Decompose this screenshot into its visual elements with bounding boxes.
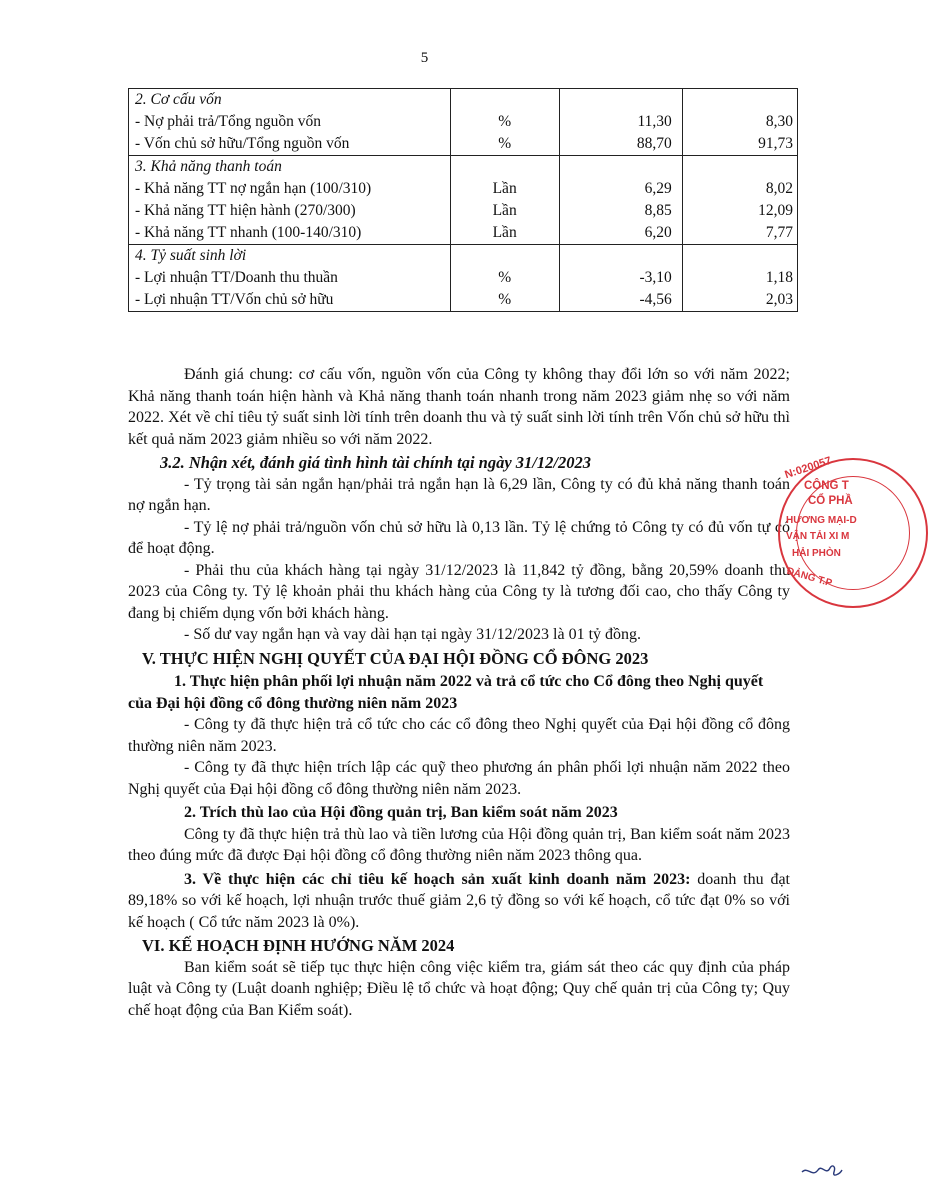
handwritten-signature bbox=[800, 1158, 844, 1184]
table-row bbox=[129, 267, 798, 289]
value-2022-cell: 11,30 bbox=[559, 111, 682, 133]
value-2023-cell: 1,18 bbox=[682, 267, 797, 289]
value-2023-cell: 7,77 bbox=[682, 222, 797, 245]
value-2023-cell: 91,73 bbox=[682, 133, 797, 156]
table-group-title-row bbox=[129, 156, 798, 179]
page-number: 5 bbox=[420, 50, 429, 66]
row-label-cell: - Lợi nhuận TT/Doanh thu thuần bbox=[129, 267, 451, 289]
section-vi-heading: VI. KẾ HOẠCH ĐỊNH HƯỚNG NĂM 2024 bbox=[142, 936, 455, 955]
value-2022-cell: -3,10 bbox=[559, 267, 682, 289]
paragraph-3-2-b: - Tỷ lệ nợ phải trả/nguồn vốn chủ sở hữu là 0,13 lần. Tỷ lệ chứng tỏ Công ty có đủ vốn tự có để hoạt động. bbox=[128, 518, 790, 557]
seal-bottom-text: ĐẢNG T.P bbox=[785, 565, 834, 590]
section-v-1-heading: 1. Thực hiện phân phối lợi nhuận năm 2022 và trả cổ tức cho Cổ đông theo Nghị quyết của Đại hội đồng cổ đông thường niên năm 2023 bbox=[128, 673, 764, 712]
value-2022-cell bbox=[559, 89, 682, 112]
value-2023-cell: 8,02 bbox=[682, 178, 797, 200]
unit-cell: % bbox=[450, 267, 559, 289]
value-2023-cell: 2,03 bbox=[682, 289, 797, 312]
section-v-heading: V. THỰC HIỆN NGHỊ QUYẾT CỦA ĐẠI HỘI ĐỒNG CỔ ĐÔNG 2023 bbox=[142, 648, 649, 668]
row-label-cell: - Khả năng TT nợ ngắn hạn (100/310) bbox=[129, 178, 451, 200]
seal-line-2: CỔ PHẦ bbox=[808, 495, 853, 507]
value-2022-cell: 8,85 bbox=[559, 200, 682, 222]
section-v-2-heading: 2. Trích thù lao của Hội đồng quản trị, Ban kiểm soát năm 2023 bbox=[184, 804, 618, 821]
table-row bbox=[129, 222, 798, 245]
unit-cell bbox=[450, 89, 559, 112]
table-row bbox=[129, 111, 798, 133]
table-row bbox=[129, 178, 798, 200]
paragraph-v-1-b: - Công ty đã thực hiện trích lập các quỹ theo phương án phân phối lợi nhuận năm 2022 theo Nghị quyết của Đại hội đồng cổ đông thường niên năm 2023. bbox=[128, 759, 790, 798]
group-title-cell: 4. Tỷ suất sinh lời bbox=[129, 245, 451, 268]
seal-line-3: HƯƠNG MẠI-D bbox=[786, 515, 857, 526]
row-label-cell: - Vốn chủ sở hữu/Tổng nguồn vốn bbox=[129, 133, 451, 156]
unit-cell: % bbox=[450, 289, 559, 312]
paragraph-v-3 bbox=[128, 869, 790, 934]
value-2022-cell bbox=[559, 156, 682, 179]
row-label-cell: - Khả năng TT nhanh (100-140/310) bbox=[129, 222, 451, 245]
value-2023-cell bbox=[682, 245, 797, 268]
paragraph-3-2-d: - Số dư vay ngắn hạn và vay dài hạn tại ngày 31/12/2023 là 01 tỷ đồng. bbox=[184, 626, 642, 643]
table-row bbox=[129, 200, 798, 222]
unit-cell: Lần bbox=[450, 200, 559, 222]
value-2022-cell: 6,20 bbox=[559, 222, 682, 245]
paragraph-v-1-a: - Công ty đã thực hiện trả cổ tức cho các cổ đông theo Nghị quyết của Đại hội đồng cổ đông thường niên năm 2023. bbox=[128, 716, 790, 755]
unit-cell: Lần bbox=[450, 178, 559, 200]
unit-cell: % bbox=[450, 111, 559, 133]
unit-cell bbox=[450, 156, 559, 179]
seal-line-4: VẬN TẢI XI M bbox=[786, 531, 850, 542]
table-group-title-row bbox=[129, 89, 798, 112]
paragraph-3-2-a: - Tỷ trọng tài sản ngắn hạn/phải trả ngắn hạn là 6,29 lần, Công ty có đủ khả năng thanh toán nợ ngắn hạn. bbox=[128, 475, 790, 514]
company-seal-stamp bbox=[778, 454, 928, 608]
row-label-cell: - Khả năng TT hiện hành (270/300) bbox=[129, 200, 451, 222]
value-2022-cell: 6,29 bbox=[559, 178, 682, 200]
table-row bbox=[129, 133, 798, 156]
unit-cell: % bbox=[450, 133, 559, 156]
section-v-3-heading: 3. Về thực hiện các chỉ tiêu kế hoạch sản xuất kinh doanh năm 2023: bbox=[184, 870, 691, 888]
value-2023-cell bbox=[682, 89, 797, 112]
value-2023-cell: 8,30 bbox=[682, 111, 797, 133]
seal-line-1: CÔNG T bbox=[804, 480, 849, 492]
group-title-cell: 3. Khả năng thanh toán bbox=[129, 156, 451, 179]
value-2022-cell bbox=[559, 245, 682, 268]
row-label-cell: - Lợi nhuận TT/Vốn chủ sở hữu bbox=[129, 289, 451, 312]
paragraph-3-2-c: - Phải thu của khách hàng tại ngày 31/12/2023 là 11,842 tỷ đồng, bằng 20,59% doanh thu 2023 của Công ty. Tỷ lệ khoản phải thu khách hàng của Công ty là tương đối cao, cho thấy Công ty đang bị chiếm dụng vốn bởi khách hàng. bbox=[128, 561, 790, 622]
section-v-3-text: doanh thu đạt 89,18% so với kế hoạch, lợi nhuận trước thuế giảm 2,6 tỷ đồng so với kế hoạch, cổ tức đạt 0% so với kế hoạch ( Cổ tức năm 2023 là 0%). bbox=[128, 870, 791, 931]
financial-ratio-table bbox=[128, 88, 798, 312]
group-title-cell: 2. Cơ cấu vốn bbox=[129, 89, 451, 112]
value-2023-cell: 12,09 bbox=[682, 200, 797, 222]
seal-line-5: HẢI PHÒN bbox=[792, 548, 841, 559]
heading-3-2: 3.2. Nhận xét, đánh giá tình hình tài chính tại ngày 31/12/2023 bbox=[160, 453, 591, 472]
table-group-title-row bbox=[129, 245, 798, 268]
general-assessment: Đánh giá chung: cơ cấu vốn, nguồn vốn của Công ty không thay đổi lớn so với năm 2022; Khả năng thanh toán hiện hành và Khả năng thanh toán nhanh trong năm 2023 giảm nhẹ so với năm 2022. Xét về chỉ tiêu tỷ suất sinh lời tính trên doanh thu và tỷ suất sinh lời tính trên Vốn chủ sở hữu thì kết quả năm 2023 giảm nhiều so với năm 2022. bbox=[128, 366, 790, 448]
value-2022-cell: -4,56 bbox=[559, 289, 682, 312]
value-2022-cell: 88,70 bbox=[559, 133, 682, 156]
paragraph-vi: Ban kiểm soát sẽ tiếp tục thực hiện công việc kiểm tra, giám sát theo các quy định của pháp luật và Công ty (Luật doanh nghiệp; Điều lệ tổ chức và hoạt động; Quy chế quản trị của Công ty; Quy chế hoạt động của Ban Kiểm soát). bbox=[128, 958, 790, 1019]
row-label-cell: - Nợ phải trả/Tổng nguồn vốn bbox=[129, 111, 451, 133]
document-body bbox=[128, 364, 790, 1021]
value-2023-cell bbox=[682, 156, 797, 179]
seal-number: N:020057 bbox=[783, 454, 833, 482]
paragraph-v-2: Công ty đã thực hiện trả thù lao và tiền lương của Hội đồng quản trị, Ban kiểm soát năm 2023 theo đúng mức đã được Đại hội đồng cổ đông thường niên năm 2023 thông qua. bbox=[128, 825, 790, 864]
unit-cell bbox=[450, 245, 559, 268]
unit-cell: Lần bbox=[450, 222, 559, 245]
table-row bbox=[129, 289, 798, 312]
